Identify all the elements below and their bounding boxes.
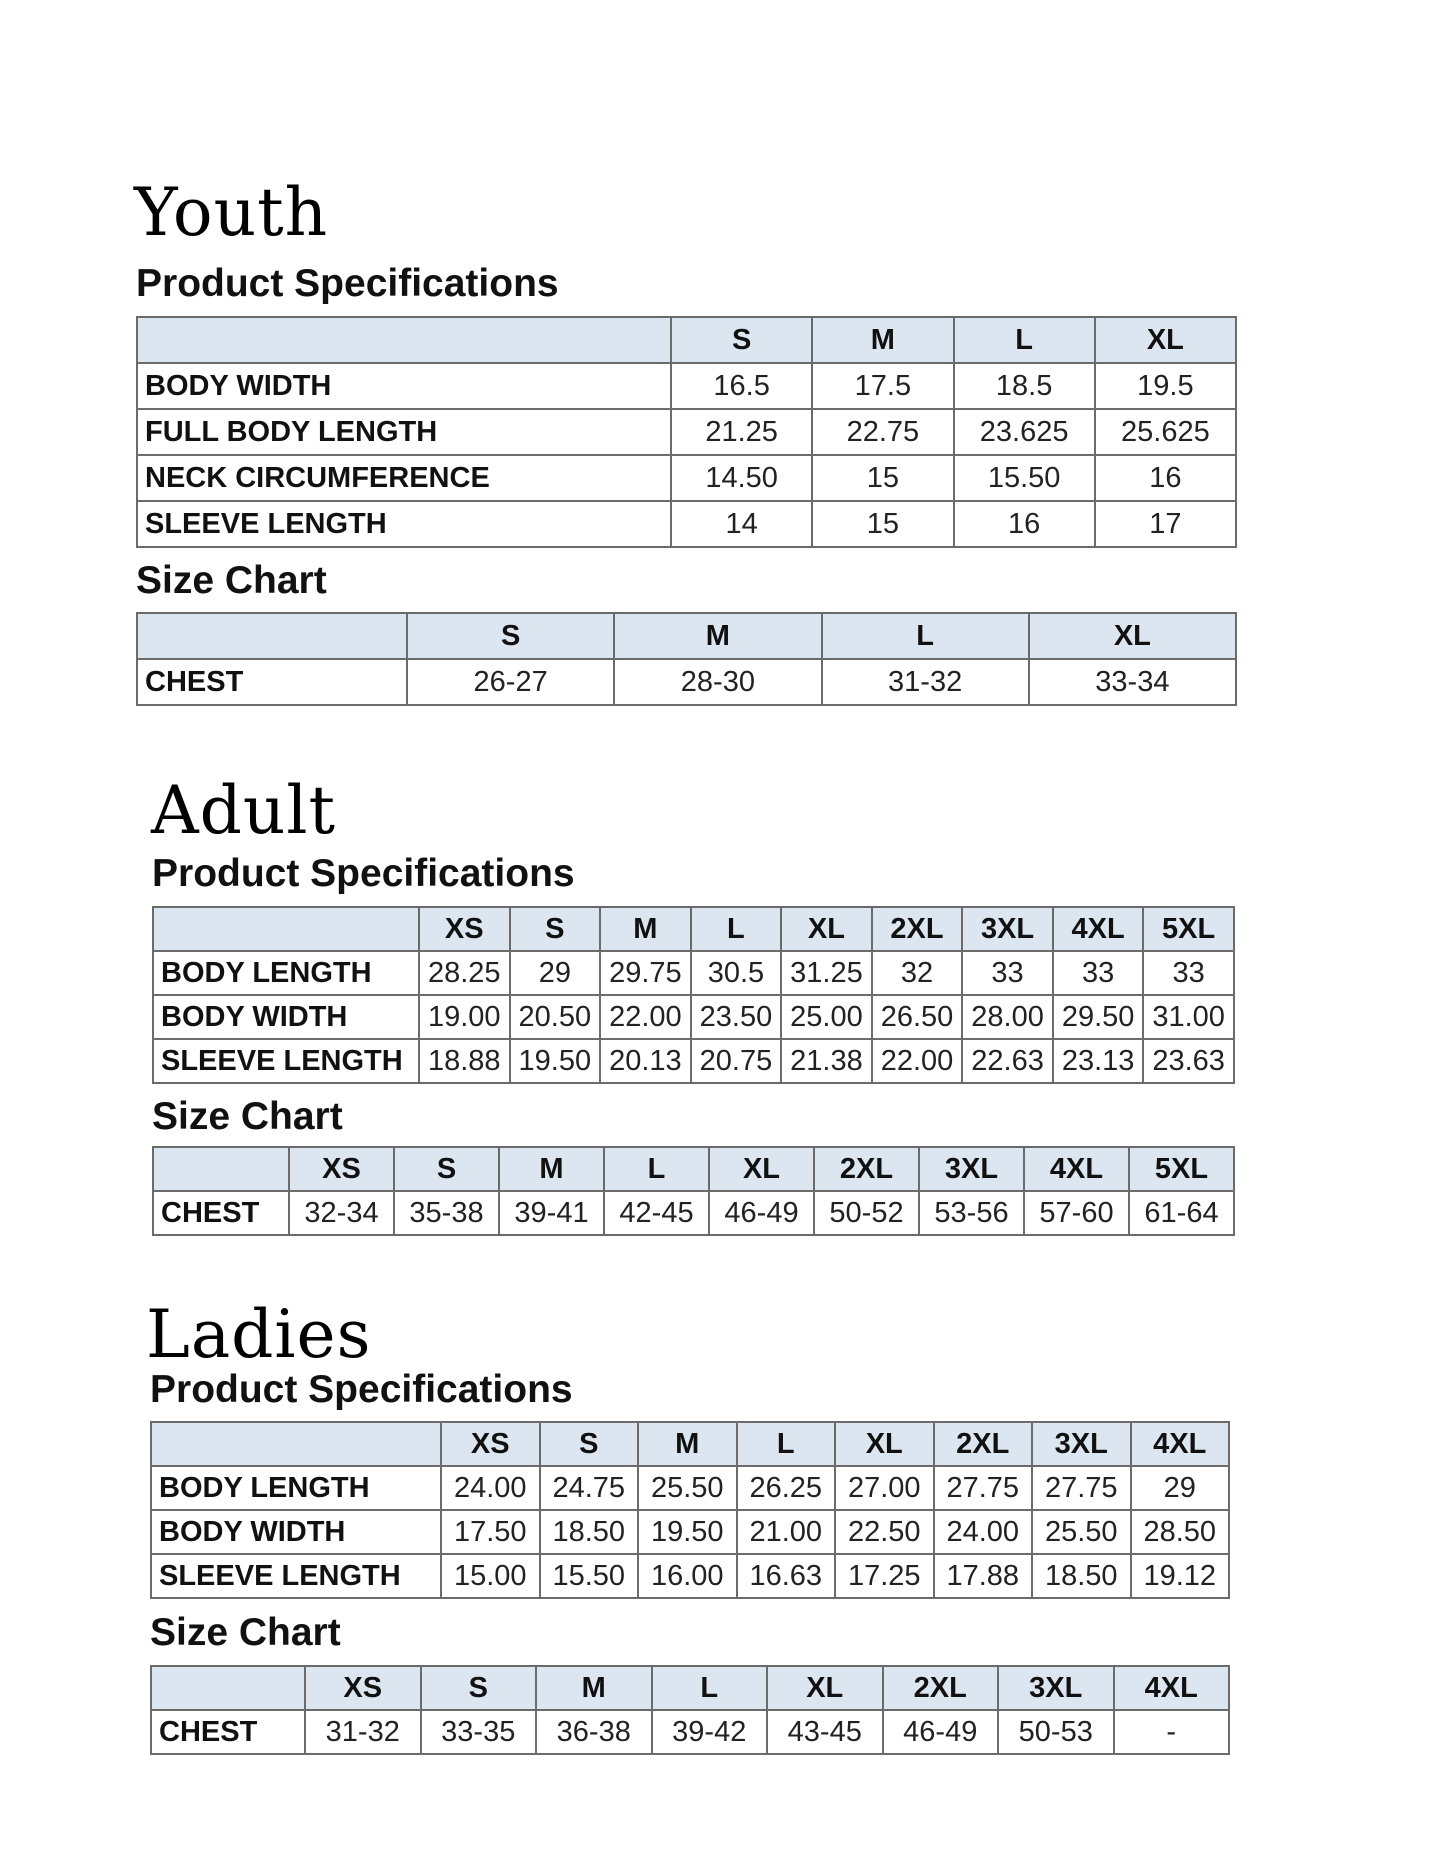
value-cell: 14.50 [671, 455, 812, 501]
size-header-cell: S [540, 1422, 639, 1466]
value-cell: 16 [954, 501, 1095, 547]
header-blank-cell [151, 1422, 441, 1466]
row-label: FULL BODY LENGTH [137, 409, 671, 455]
adult-size-chart-table [152, 1146, 1235, 1236]
table-row [151, 1466, 1229, 1510]
row-label: SLEEVE LENGTH [151, 1554, 441, 1598]
value-cell: 43-45 [767, 1710, 883, 1754]
value-cell: 24.00 [934, 1510, 1033, 1554]
row-label: BODY WIDTH [151, 1510, 441, 1554]
size-header-cell: XS [289, 1147, 394, 1191]
size-header-cell: L [822, 613, 1029, 659]
value-cell: 16.5 [671, 363, 812, 409]
ladies-title: Ladies [146, 1296, 372, 1373]
value-cell: 39-41 [499, 1191, 604, 1235]
row-label: BODY LENGTH [151, 1466, 441, 1510]
value-cell: 17.5 [812, 363, 953, 409]
value-cell: 32 [872, 951, 963, 995]
value-cell: 26-27 [407, 659, 614, 705]
adult-title: Adult [151, 772, 337, 849]
size-header-cell: S [394, 1147, 499, 1191]
youth-product-specifications-table [136, 316, 1237, 548]
size-header-cell: 2XL [814, 1147, 919, 1191]
value-cell: 23.13 [1053, 1039, 1144, 1083]
size-header-row [137, 613, 1236, 659]
table-row [153, 1039, 1234, 1083]
size-header-cell: XL [767, 1666, 883, 1710]
ladies-product-specifications-heading: Product Specifications [150, 1368, 573, 1411]
value-cell: 20.75 [691, 1039, 782, 1083]
table-row [153, 995, 1234, 1039]
value-cell: 19.12 [1131, 1554, 1230, 1598]
value-cell: 46-49 [709, 1191, 814, 1235]
value-cell: 31-32 [305, 1710, 421, 1754]
value-cell: 22.63 [962, 1039, 1053, 1083]
size-header-cell: L [691, 907, 782, 951]
value-cell: 23.625 [954, 409, 1095, 455]
value-cell: 17 [1095, 501, 1236, 547]
value-cell: 24.75 [540, 1466, 639, 1510]
size-header-cell: S [407, 613, 614, 659]
header-blank-cell [151, 1666, 305, 1710]
table-row [151, 1510, 1229, 1554]
size-header-cell: 4XL [1131, 1422, 1230, 1466]
row-label: BODY LENGTH [153, 951, 419, 995]
size-header-cell: S [421, 1666, 537, 1710]
value-cell: 31-32 [822, 659, 1029, 705]
size-header-cell: 3XL [919, 1147, 1024, 1191]
value-cell: 35-38 [394, 1191, 499, 1235]
table-row [151, 1710, 1229, 1754]
size-header-cell: 3XL [998, 1666, 1114, 1710]
row-label: SLEEVE LENGTH [153, 1039, 419, 1083]
table-row [153, 1191, 1234, 1235]
table-row [137, 363, 1236, 409]
value-cell: 28-30 [614, 659, 821, 705]
value-cell: 26.50 [872, 995, 963, 1039]
value-cell: 15.50 [954, 455, 1095, 501]
size-header-cell: M [812, 317, 953, 363]
size-header-cell: S [671, 317, 812, 363]
value-cell: 29 [1131, 1466, 1230, 1510]
row-label: NECK CIRCUMFERENCE [137, 455, 671, 501]
size-header-cell: XL [1029, 613, 1236, 659]
row-label: BODY WIDTH [137, 363, 671, 409]
value-cell: 19.50 [638, 1510, 737, 1554]
value-cell: 19.00 [419, 995, 510, 1039]
value-cell: 15 [812, 455, 953, 501]
adult-product-specifications-heading: Product Specifications [152, 852, 575, 895]
size-header-cell: M [614, 613, 821, 659]
value-cell: 29.50 [1053, 995, 1144, 1039]
value-cell: 61-64 [1129, 1191, 1234, 1235]
size-header-cell: L [737, 1422, 836, 1466]
table-row [137, 409, 1236, 455]
value-cell: 21.38 [781, 1039, 872, 1083]
size-header-cell: 3XL [962, 907, 1053, 951]
header-blank-cell [153, 907, 419, 951]
value-cell: 32-34 [289, 1191, 394, 1235]
value-cell: 33 [962, 951, 1053, 995]
size-header-row [151, 1422, 1229, 1466]
value-cell: 50-52 [814, 1191, 919, 1235]
value-cell: 46-49 [883, 1710, 999, 1754]
value-cell: 27.75 [1032, 1466, 1131, 1510]
value-cell: 33-35 [421, 1710, 537, 1754]
value-cell: 15.50 [540, 1554, 639, 1598]
size-header-row [151, 1666, 1229, 1710]
value-cell: - [1114, 1710, 1230, 1754]
size-header-cell: 5XL [1129, 1147, 1234, 1191]
size-header-cell: L [604, 1147, 709, 1191]
size-header-cell: M [600, 907, 691, 951]
value-cell: 15.00 [441, 1554, 540, 1598]
size-header-cell: M [499, 1147, 604, 1191]
value-cell: 15 [812, 501, 953, 547]
size-header-cell: 2XL [872, 907, 963, 951]
size-header-row [137, 317, 1236, 363]
value-cell: 39-42 [652, 1710, 768, 1754]
value-cell: 19.5 [1095, 363, 1236, 409]
size-header-cell: XL [1095, 317, 1236, 363]
value-cell: 33 [1143, 951, 1234, 995]
value-cell: 28.50 [1131, 1510, 1230, 1554]
value-cell: 18.5 [954, 363, 1095, 409]
value-cell: 22.75 [812, 409, 953, 455]
row-label: CHEST [153, 1191, 289, 1235]
row-label: SLEEVE LENGTH [137, 501, 671, 547]
adult-size-chart-heading: Size Chart [152, 1095, 343, 1138]
size-header-cell: XS [419, 907, 510, 951]
table-row [137, 455, 1236, 501]
size-header-cell: XL [835, 1422, 934, 1466]
header-blank-cell [137, 317, 671, 363]
ladies-size-chart-table [150, 1665, 1230, 1755]
value-cell: 33 [1053, 951, 1144, 995]
size-header-cell: 4XL [1053, 907, 1144, 951]
value-cell: 19.50 [510, 1039, 601, 1083]
value-cell: 31.25 [781, 951, 872, 995]
value-cell: 14 [671, 501, 812, 547]
size-header-cell: XS [305, 1666, 421, 1710]
size-header-row [153, 1147, 1234, 1191]
value-cell: 33-34 [1029, 659, 1236, 705]
table-row [151, 1554, 1229, 1598]
value-cell: 36-38 [536, 1710, 652, 1754]
size-header-cell: 4XL [1114, 1666, 1230, 1710]
value-cell: 25.50 [1032, 1510, 1131, 1554]
value-cell: 22.00 [872, 1039, 963, 1083]
value-cell: 50-53 [998, 1710, 1114, 1754]
size-header-cell: 5XL [1143, 907, 1234, 951]
size-header-cell: L [652, 1666, 768, 1710]
table-row [137, 659, 1236, 705]
table-row [137, 501, 1236, 547]
value-cell: 30.5 [691, 951, 782, 995]
value-cell: 16.00 [638, 1554, 737, 1598]
header-blank-cell [137, 613, 407, 659]
value-cell: 29 [510, 951, 601, 995]
value-cell: 29.75 [600, 951, 691, 995]
header-blank-cell [153, 1147, 289, 1191]
value-cell: 17.88 [934, 1554, 1033, 1598]
youth-product-specifications-heading: Product Specifications [136, 262, 559, 305]
value-cell: 16 [1095, 455, 1236, 501]
row-label: CHEST [151, 1710, 305, 1754]
value-cell: 18.50 [1032, 1554, 1131, 1598]
size-header-cell: M [638, 1422, 737, 1466]
size-header-cell: 2XL [934, 1422, 1033, 1466]
size-header-cell: 2XL [883, 1666, 999, 1710]
value-cell: 20.50 [510, 995, 601, 1039]
value-cell: 42-45 [604, 1191, 709, 1235]
value-cell: 22.00 [600, 995, 691, 1039]
value-cell: 57-60 [1024, 1191, 1129, 1235]
size-header-cell: XL [709, 1147, 814, 1191]
value-cell: 18.50 [540, 1510, 639, 1554]
youth-size-chart-table [136, 612, 1237, 706]
size-header-cell: S [510, 907, 601, 951]
value-cell: 17.50 [441, 1510, 540, 1554]
value-cell: 28.00 [962, 995, 1053, 1039]
value-cell: 21.25 [671, 409, 812, 455]
value-cell: 27.75 [934, 1466, 1033, 1510]
value-cell: 28.25 [419, 951, 510, 995]
value-cell: 25.00 [781, 995, 872, 1039]
youth-title: Youth [134, 174, 329, 251]
value-cell: 18.88 [419, 1039, 510, 1083]
value-cell: 23.50 [691, 995, 782, 1039]
adult-product-specifications-table [152, 906, 1235, 1084]
value-cell: 20.13 [600, 1039, 691, 1083]
value-cell: 53-56 [919, 1191, 1024, 1235]
value-cell: 25.625 [1095, 409, 1236, 455]
size-header-cell: 4XL [1024, 1147, 1129, 1191]
value-cell: 26.25 [737, 1466, 836, 1510]
row-label: CHEST [137, 659, 407, 705]
row-label: BODY WIDTH [153, 995, 419, 1039]
value-cell: 31.00 [1143, 995, 1234, 1039]
size-header-row [153, 907, 1234, 951]
value-cell: 27.00 [835, 1466, 934, 1510]
value-cell: 21.00 [737, 1510, 836, 1554]
size-header-cell: XS [441, 1422, 540, 1466]
value-cell: 25.50 [638, 1466, 737, 1510]
value-cell: 24.00 [441, 1466, 540, 1510]
size-header-cell: XL [781, 907, 872, 951]
value-cell: 23.63 [1143, 1039, 1234, 1083]
youth-size-chart-heading: Size Chart [136, 559, 327, 602]
size-header-cell: 3XL [1032, 1422, 1131, 1466]
ladies-size-chart-heading: Size Chart [150, 1611, 341, 1654]
value-cell: 16.63 [737, 1554, 836, 1598]
value-cell: 17.25 [835, 1554, 934, 1598]
size-header-cell: L [954, 317, 1095, 363]
table-row [153, 951, 1234, 995]
size-header-cell: M [536, 1666, 652, 1710]
value-cell: 22.50 [835, 1510, 934, 1554]
ladies-product-specifications-table [150, 1421, 1230, 1599]
